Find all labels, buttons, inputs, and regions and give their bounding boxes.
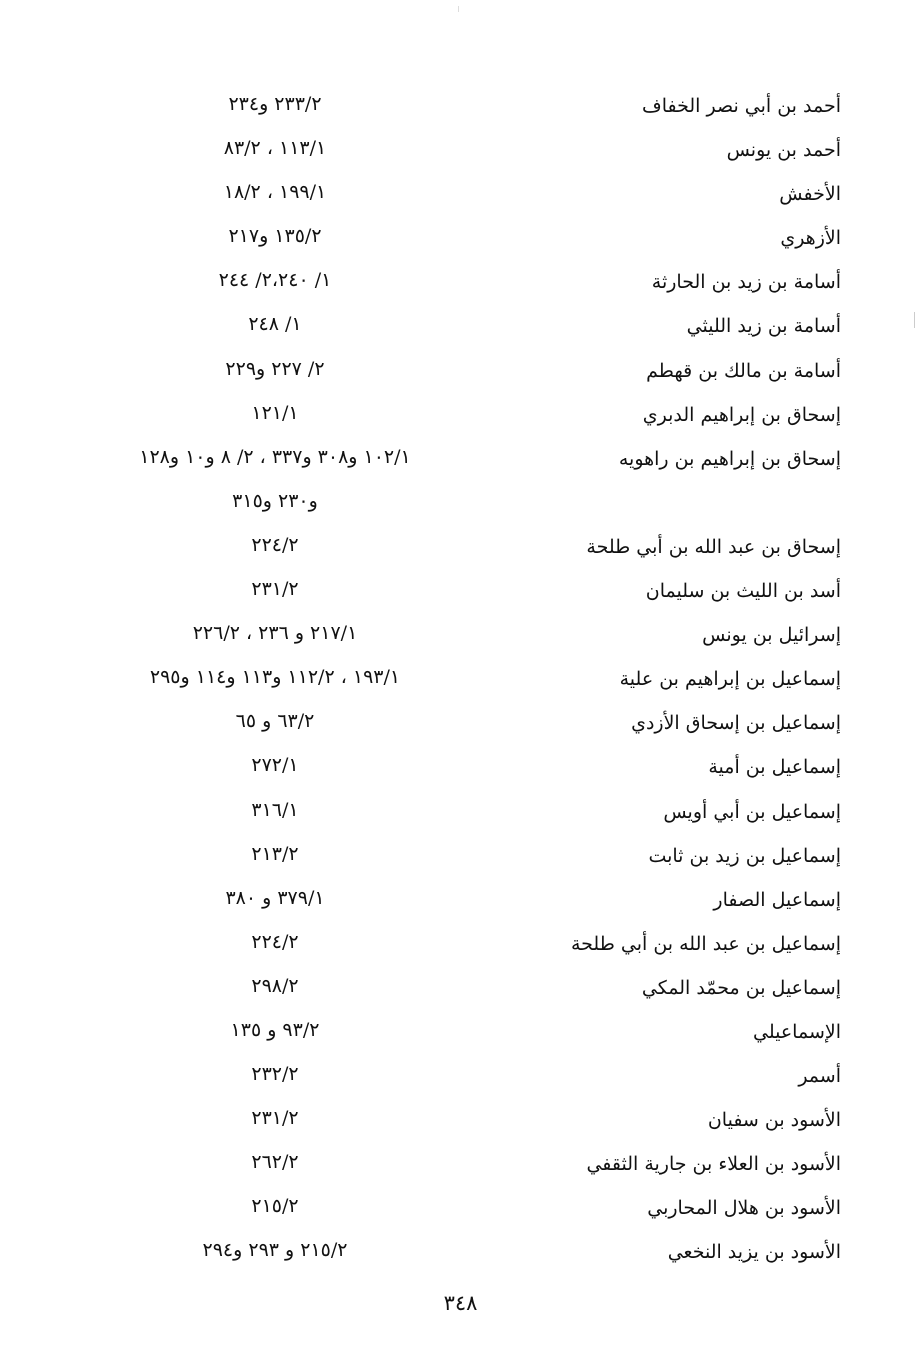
entry-name: إسماعيل بن إبراهيم بن علية (619, 668, 841, 691)
index-row (0, 306, 921, 350)
entry-name: إسحاق بن إبراهيم بن راهويه (618, 447, 841, 470)
entry-name: إسحاق بن إبراهيم الدبري (642, 403, 841, 426)
entry-name: الإسماعيلي (752, 1020, 841, 1043)
entry-name: إسماعيل بن إسحاق الأزدي (631, 712, 841, 735)
index-row (0, 130, 921, 174)
entry-name: أسمر (798, 1065, 841, 1088)
index-row (0, 703, 921, 747)
entry-references: ٢٣١/٢ (251, 578, 299, 601)
entry-name: إسماعيل بن أمية (708, 756, 841, 779)
entry-name: الأسود بن سفيان (707, 1109, 841, 1132)
entry-references: ٢٣٢/٢ (251, 1063, 299, 1086)
entry-references: ٢١٥/٢ و ٢٩٣ و٢٩٤ (202, 1239, 348, 1262)
entry-name: الأسود بن يزيد النخعي (667, 1241, 841, 1264)
entry-references: ١٩٣/١ ، ١١٢/٢ و١١٣ و١١٤ و٢٩٥ (149, 666, 401, 689)
entry-references: ١١٣/١ ، ٨٣/٢ (223, 137, 327, 160)
entry-name: إسحاق بن عبد الله بن أبي طلحة (586, 535, 841, 558)
index-row (0, 174, 921, 218)
name-index-list (0, 86, 921, 1277)
entry-references: ٢٧٢/١ (251, 754, 299, 777)
index-row (0, 1188, 921, 1232)
index-row (0, 968, 921, 1012)
index-row (0, 615, 921, 659)
entry-name: أسامة بن زيد بن الحارثة (651, 271, 841, 294)
entry-name: الأسود بن هلال المحاربي (647, 1197, 841, 1220)
index-row (0, 218, 921, 262)
entry-references: ١٩٩/١ ، ١٨/٢ (223, 181, 327, 204)
page-number: ٣٤٨ (443, 1291, 478, 1315)
entry-references: ٢١٥/٢ (251, 1195, 299, 1218)
index-row-continuation (0, 483, 921, 527)
entry-references: ٣١٦/١ (251, 798, 299, 821)
entry-name: إسماعيل الصفار (713, 888, 841, 911)
entry-references: ٢١٧/١ و ٢٣٦ ، ٢٢٦/٢ (192, 622, 358, 645)
entry-name: الأسود بن العلاء بن جارية الثقفي (586, 1153, 841, 1176)
entry-references: ٢٩٨/٢ (251, 974, 299, 997)
index-row (0, 262, 921, 306)
entry-name: أحمد بن يونس (726, 139, 841, 162)
entry-name: إسماعيل بن عبد الله بن أبي طلحة (570, 932, 841, 955)
entry-references: ١٣٥/٢ و٢١٧ (228, 225, 322, 248)
entry-references: و٢٣٠ و٣١٥ (232, 489, 318, 512)
entry-name: أسامة بن مالك بن قهطم (646, 359, 841, 382)
index-row (0, 836, 921, 880)
entry-references: ٢١٣/٢ (251, 842, 299, 865)
index-row (0, 439, 921, 483)
entry-references: ٢٢٤/٢ (251, 930, 299, 953)
index-row (0, 571, 921, 615)
entry-name: أحمد بن أبي نصر الخفاف (642, 95, 841, 117)
scan-mark (458, 6, 459, 12)
entry-name: أسد بن الليث بن سليمان (645, 580, 841, 603)
entry-references: ١/ ٢،٢٤٠/ ٢٤٤ (218, 269, 332, 292)
index-row (0, 1012, 921, 1056)
index-row (0, 1232, 921, 1276)
entry-references: ٣٧٩/١ و ٣٨٠ (225, 886, 325, 909)
index-row (0, 527, 921, 571)
entry-name: أسامة بن زيد الليثي (686, 315, 841, 338)
index-row (0, 659, 921, 703)
entry-name: الأزهري (780, 227, 841, 250)
entry-references: ١٢١/١ (251, 401, 299, 424)
index-row (0, 1100, 921, 1144)
index-row (0, 792, 921, 836)
index-row (0, 880, 921, 924)
entry-references: ٩٣/٢ و ١٣٥ (230, 1018, 320, 1041)
entry-references: ٢/ ٢٢٧ و٢٢٩ (225, 357, 325, 380)
entry-name: إسماعيل بن محمّد المكي (641, 976, 841, 999)
index-row (0, 351, 921, 395)
index-row (0, 395, 921, 439)
index-row (0, 1056, 921, 1100)
entry-references: ٢٢٤/٢ (251, 533, 299, 556)
entry-name: إسماعيل بن زيد بن ثابت (648, 844, 841, 867)
entry-name: إسماعيل بن أبي أويس (663, 800, 841, 823)
index-row (0, 747, 921, 791)
index-row (0, 924, 921, 968)
entry-name: إسرائيل بن يونس (702, 624, 841, 647)
entry-references: ٦٣/٢ و ٦٥ (235, 710, 315, 733)
entry-references: ٢٣٣/٢ و٢٣٤ (228, 93, 322, 115)
entry-references: ١/ ٢٤٨ (248, 313, 302, 336)
index-row (0, 86, 921, 130)
entry-references: ٢٣١/٢ (251, 1107, 299, 1130)
index-row (0, 1144, 921, 1188)
entry-references: ٢٦٢/٢ (251, 1151, 299, 1174)
entry-name: الأخفش (779, 183, 841, 206)
entry-references: ١٠٢/١ و٣٠٨ و٣٣٧ ، ٢/ ٨ و١٠ و١٢٨ (139, 445, 411, 468)
